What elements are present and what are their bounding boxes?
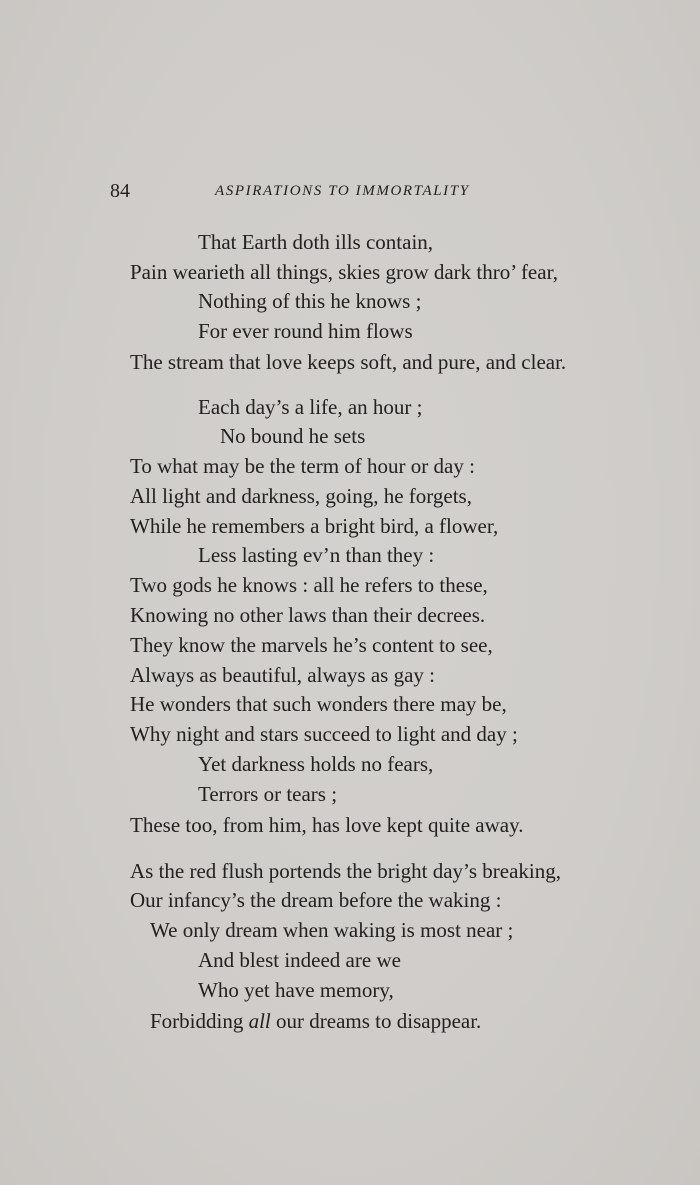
poem-line: While he remembers a bright bird, a flower, <box>130 514 499 538</box>
line-text-start: Forbidding <box>150 1009 249 1033</box>
poem-line: No bound he sets <box>220 424 366 448</box>
poem-line: Our infancy’s the dream before the waking : <box>130 888 502 912</box>
running-head: ASPIRATIONS TO IMMORTALITY <box>215 183 470 199</box>
emphasized-word: all <box>248 1009 271 1033</box>
poem-line: Why night and stars succeed to light and day ; <box>130 722 518 746</box>
line-text-end: our dreams to disappear. <box>270 1009 482 1033</box>
poem-line: That Earth doth ills contain, <box>198 230 434 254</box>
page-number: 84 <box>110 180 130 202</box>
poem-line: Pain wearieth all things, skies grow dark thro’ fear, <box>130 260 558 284</box>
poem-line: We only dream when waking is most near ; <box>150 918 514 942</box>
poem-line: For ever round him flows <box>198 319 413 343</box>
poem-line-last <box>150 1006 481 1036</box>
poem-line: Who yet have memory, <box>198 978 394 1002</box>
poem-line: Yet darkness holds no fears, <box>198 752 434 776</box>
poem-line: And blest indeed are we <box>198 948 401 972</box>
poem-line: They know the marvels he’s content to see, <box>130 633 493 657</box>
poem-line: Less lasting ev’n than they : <box>198 543 435 567</box>
poem-line: Two gods he knows : all he refers to these, <box>130 573 488 597</box>
poem-line: These too, from him, has love kept quite away. <box>130 813 524 837</box>
poem-line: Always as beautiful, always as gay : <box>130 663 436 687</box>
poem-line: To what may be the term of hour or day : <box>130 454 475 478</box>
poem-line: All light and darkness, going, he forgets, <box>130 484 472 508</box>
poem-line: Terrors or tears ; <box>198 782 338 806</box>
poem-line: Nothing of this he knows ; <box>198 289 422 313</box>
poem-line: Knowing no other laws than their decrees. <box>130 603 486 627</box>
page-header <box>110 180 610 208</box>
poem-line: As the red flush portends the bright day’s breaking, <box>130 859 561 883</box>
poem-line: Each day’s a life, an hour ; <box>198 395 423 419</box>
poem-line: The stream that love keeps soft, and pure, and clear. <box>130 350 567 374</box>
poem-line: He wonders that such wonders there may be, <box>130 692 507 716</box>
